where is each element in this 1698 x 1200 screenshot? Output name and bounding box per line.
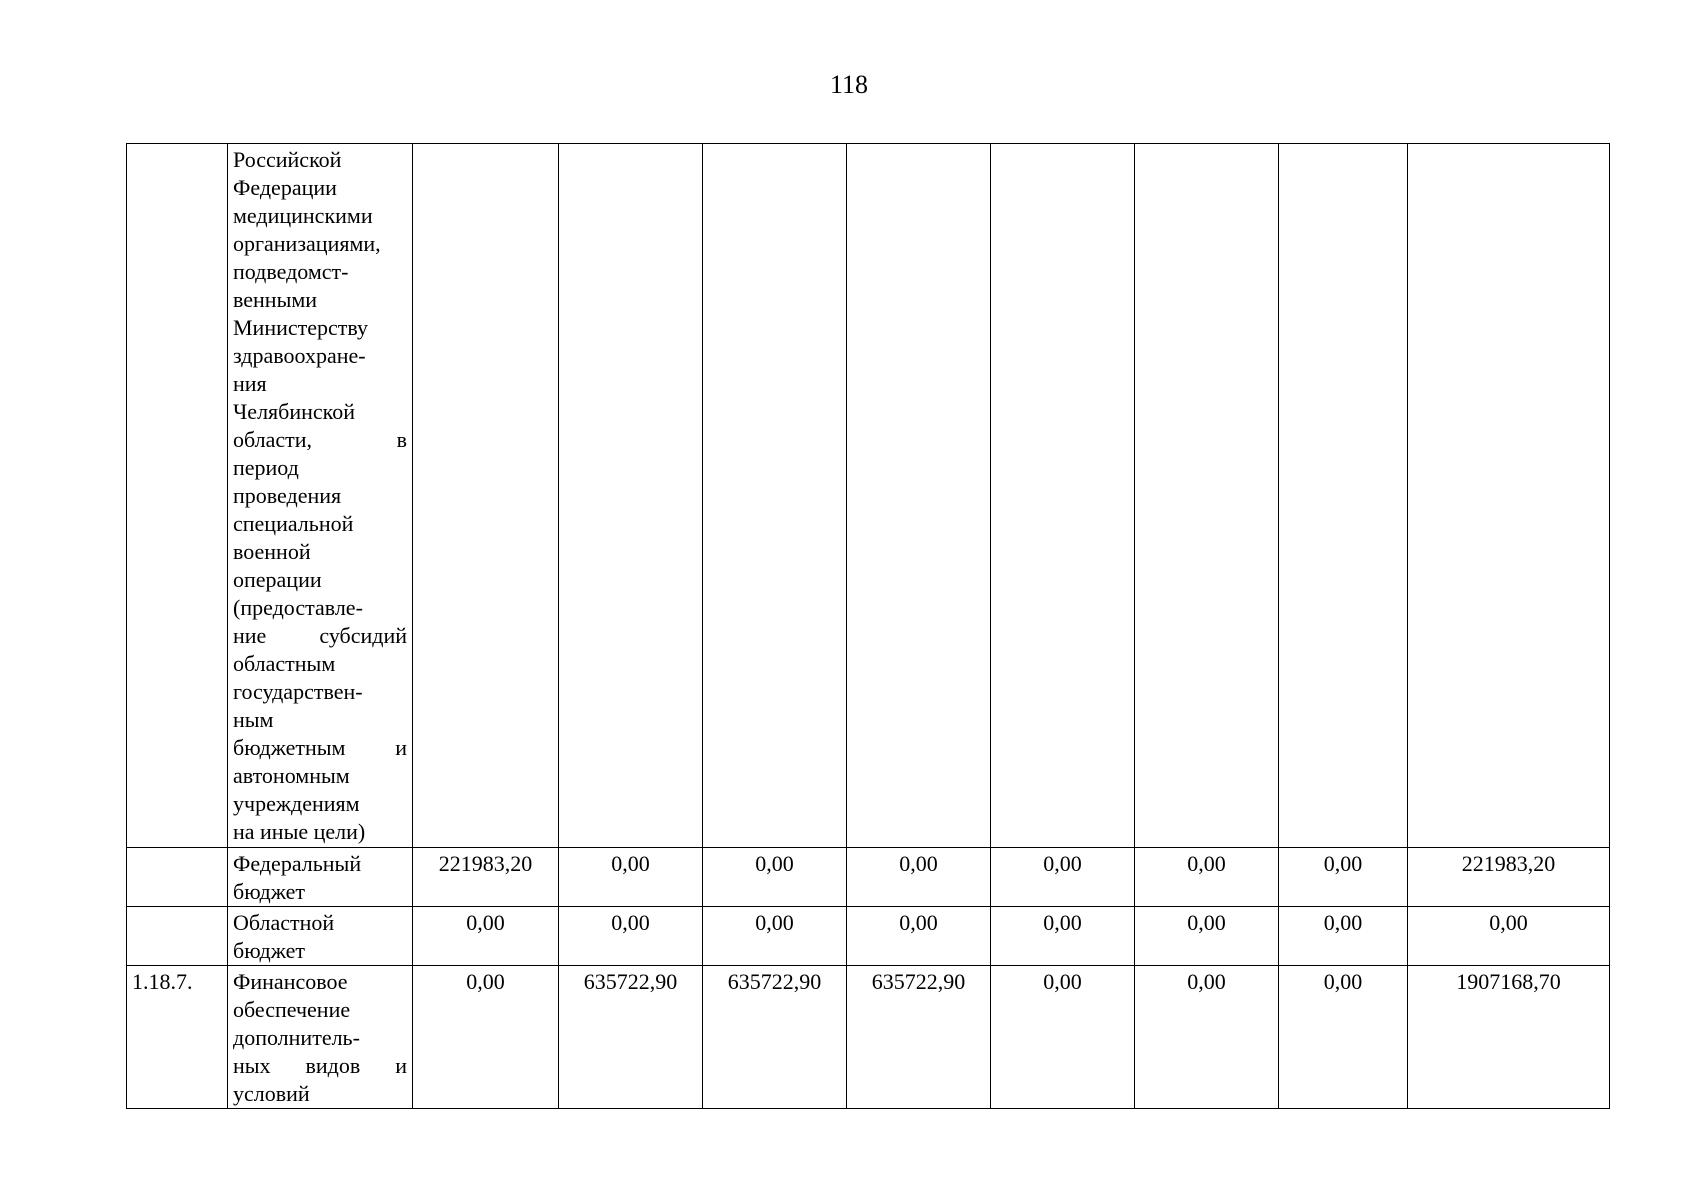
description-line: (предоставле- (233, 595, 363, 620)
value-cell (413, 144, 559, 848)
value-cell: 635722,90 (703, 966, 847, 1109)
description-line: ным (233, 707, 274, 732)
description-line: операции (233, 567, 322, 592)
row-description-cell (228, 966, 413, 1109)
value-cell: 0,00 (559, 848, 703, 907)
description-line: венными (233, 287, 318, 312)
description-line: обеспечение (233, 997, 351, 1022)
row-description-cell (228, 848, 413, 907)
page-number: 118 (829, 70, 869, 99)
value-cell: 0,00 (703, 848, 847, 907)
value-cell (559, 144, 703, 848)
value-cell: 635722,90 (847, 966, 991, 1109)
row-index-cell (127, 907, 228, 966)
value-cell (1135, 144, 1279, 848)
value-cell (1279, 144, 1408, 848)
row-description-cell (228, 907, 413, 966)
description-line: медицинскими (233, 203, 373, 228)
description-line: области, в (233, 427, 407, 452)
value-cell: 0,00 (991, 966, 1135, 1109)
value-cell: 0,00 (1279, 966, 1408, 1109)
value-cell: 0,00 (1135, 907, 1279, 966)
value-cell: 221983,20 (413, 848, 559, 907)
value-cell: 221983,20 (1408, 848, 1610, 907)
value-cell: 0,00 (1279, 848, 1408, 907)
description-line: Челябинской (233, 399, 356, 424)
description-line: автономным (233, 763, 350, 788)
table-row (127, 907, 1610, 966)
description-line: проведения (233, 483, 342, 508)
description-line: на иные цели) (233, 819, 366, 844)
table-row (127, 966, 1610, 1109)
description-line: ния (233, 371, 267, 396)
description-line: военной (233, 539, 311, 564)
value-cell: 635722,90 (559, 966, 703, 1109)
value-cell (847, 144, 991, 848)
description-line: ние субсидий (233, 623, 407, 648)
value-cell (703, 144, 847, 848)
description-line: специальной (233, 511, 354, 536)
value-cell: 0,00 (847, 907, 991, 966)
value-cell: 0,00 (559, 907, 703, 966)
value-cell (991, 144, 1135, 848)
description-line: Федеральный (233, 851, 362, 876)
row-index-cell: 1.18.7. (127, 966, 228, 1109)
value-cell: 0,00 (1135, 966, 1279, 1109)
value-cell: 1907168,70 (1408, 966, 1610, 1109)
value-cell: 0,00 (1135, 848, 1279, 907)
description-line: бюджетным и (233, 735, 407, 760)
value-cell: 0,00 (847, 848, 991, 907)
table-body (127, 144, 1610, 1109)
value-cell: 0,00 (991, 848, 1135, 907)
description-line: Федерации (233, 175, 337, 200)
description-line: Министерству (233, 315, 369, 340)
description-line: Российской (233, 147, 342, 172)
value-cell: 0,00 (1279, 907, 1408, 966)
description-line: Областной (233, 910, 335, 935)
budget-table (126, 143, 1610, 1109)
value-cell (1408, 144, 1610, 848)
description-line: подведомст- (233, 259, 349, 284)
description-line: областным (233, 651, 336, 676)
description-line: организациями, (233, 231, 381, 256)
description-line: период (233, 455, 299, 480)
description-line: ных видов и (233, 1053, 407, 1078)
table-row (127, 848, 1610, 907)
value-cell: 0,00 (991, 907, 1135, 966)
value-cell: 0,00 (413, 966, 559, 1109)
description-line: условий (233, 1081, 310, 1106)
description-line: бюджет (233, 879, 305, 904)
description-line: здравоохране- (233, 343, 366, 368)
description-line: государствен- (233, 679, 363, 704)
description-line: дополнитель- (233, 1025, 360, 1050)
description-line: учреждениям (233, 791, 360, 816)
description-line: бюджет (233, 938, 305, 963)
value-cell: 0,00 (413, 907, 559, 966)
table-row (127, 144, 1610, 848)
row-index-cell (127, 144, 228, 848)
description-line: Финансовое (233, 969, 348, 994)
value-cell: 0,00 (1408, 907, 1610, 966)
row-description-cell (228, 144, 413, 848)
value-cell: 0,00 (703, 907, 847, 966)
row-index-cell (127, 848, 228, 907)
